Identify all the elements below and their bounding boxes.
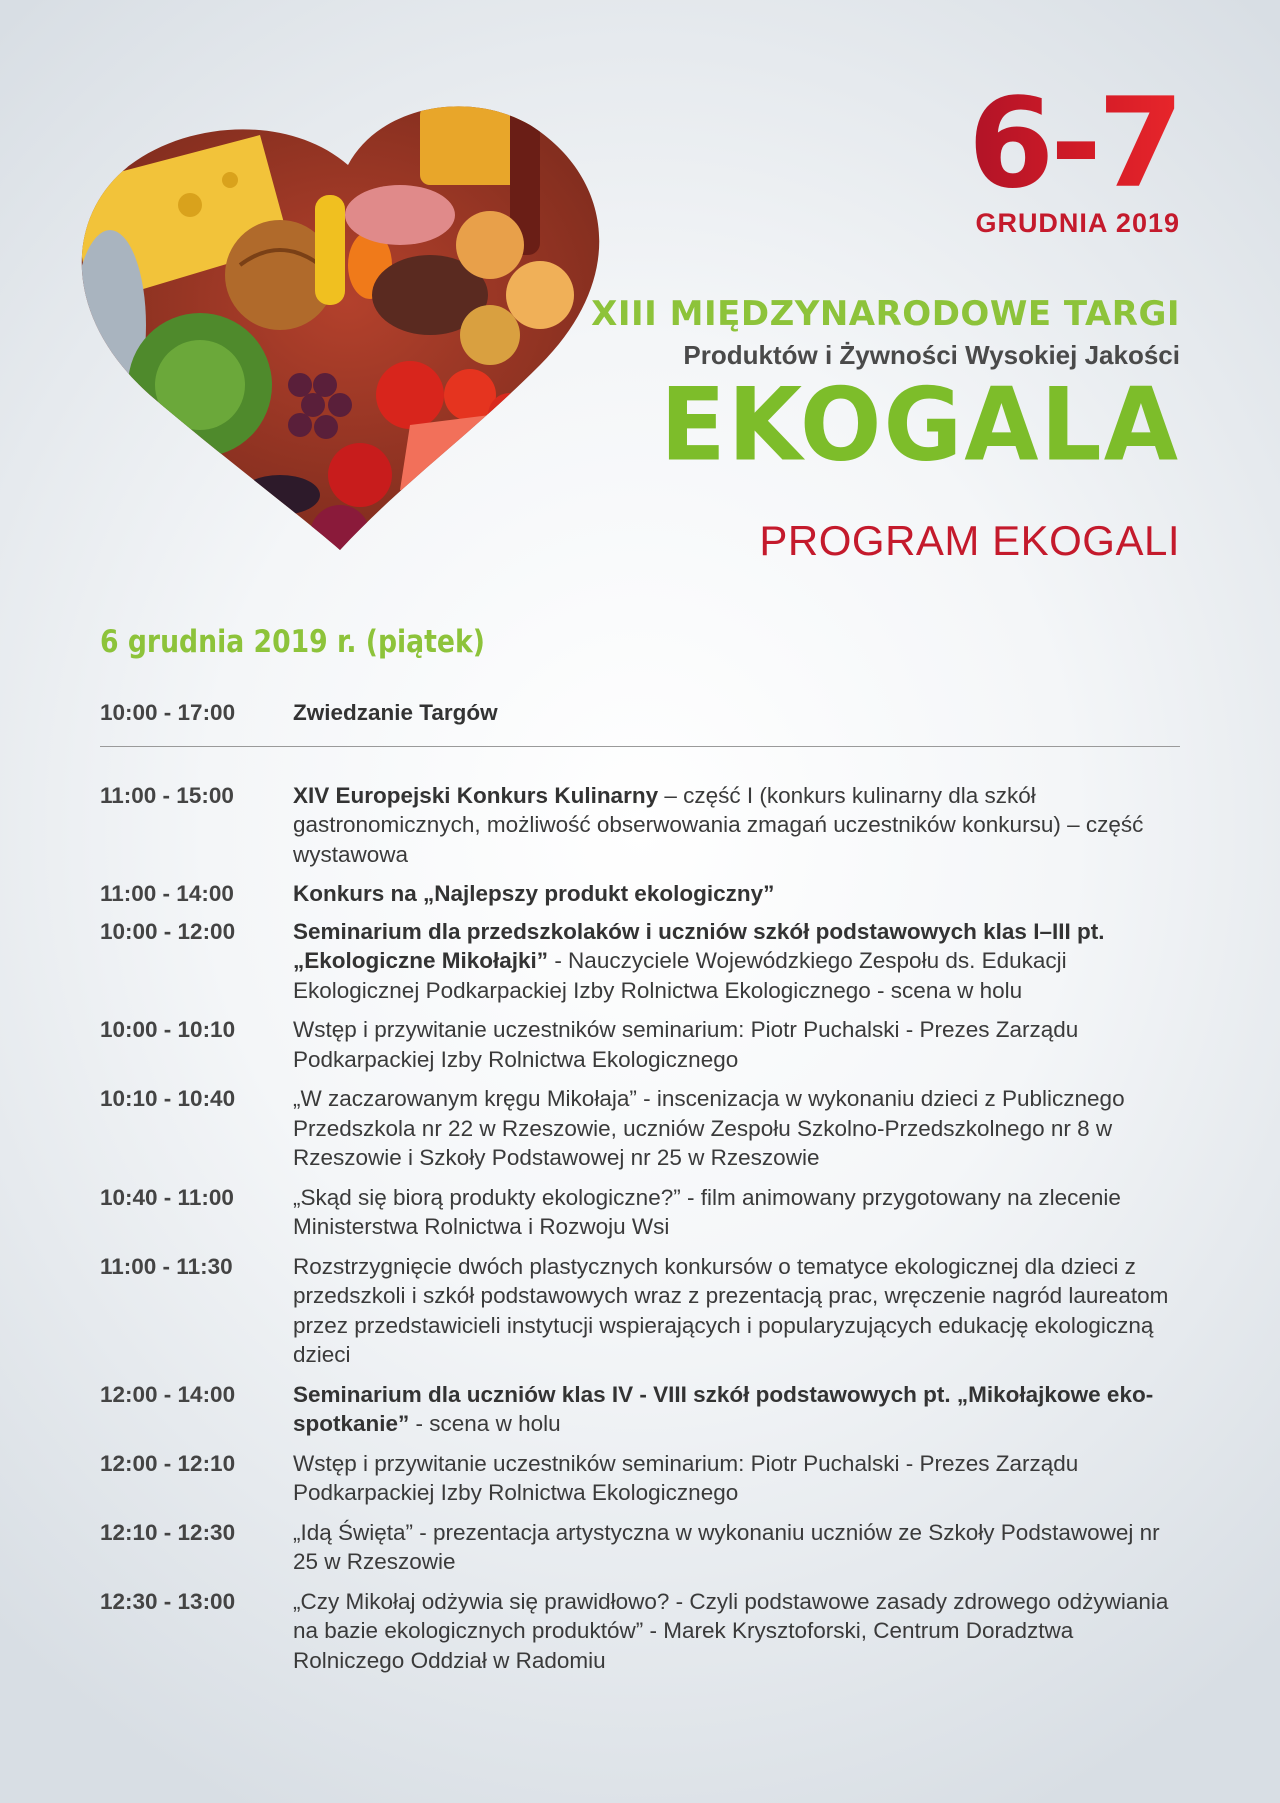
date-range: 6-7 — [967, 72, 1180, 216]
schedule-row — [100, 1380, 1180, 1439]
schedule-description — [293, 1183, 1180, 1242]
schedule-time: 11:00 - 14:00 — [100, 881, 234, 906]
schedule-description — [293, 917, 1180, 1006]
schedule-text: „Skąd się biorą produkty ekologiczne?” - film animowany przygotowany na zlecenie Ministerstwa Rolnictwa i Rozwoju Wsi — [293, 1184, 1121, 1239]
fair-subtitle: Produktów i Żywności Wysokiej Jakości — [683, 340, 1180, 370]
schedule-time: 11:00 - 11:30 — [100, 1253, 233, 1279]
schedule-description — [293, 879, 1180, 909]
date-month: GRUDNIA 2019 — [975, 208, 1180, 238]
schedule-time: 12:10 - 12:30 — [100, 1519, 236, 1545]
schedule-description — [293, 1084, 1180, 1173]
schedule-time: 12:00 - 14:00 — [100, 1381, 236, 1407]
schedule-row — [100, 1183, 1180, 1242]
schedule-row — [100, 1587, 1180, 1676]
schedule-text: Wstęp i przywitanie uczestników seminarium: Piotr Puchalski - Prezes Zarządu Podkarpackiej Izby Rolnictwa Ekologicznego — [293, 1017, 1079, 1072]
fair-title: XIII MIĘDZYNARODOWE TARGI — [591, 294, 1180, 334]
program-title: PROGRAM EKOGALI — [759, 517, 1180, 564]
food-heart-illustration — [70, 95, 625, 555]
event-dates — [967, 72, 1180, 239]
schedule-description — [293, 1252, 1180, 1370]
schedule-time: 10:40 - 11:00 — [100, 1184, 234, 1210]
schedule-row — [100, 879, 1180, 909]
schedule-description — [293, 698, 1180, 728]
schedule-row — [100, 1252, 1180, 1370]
schedule-description — [293, 1518, 1180, 1577]
schedule-time: 11:00 - 15:00 — [100, 782, 234, 808]
schedule-time: 10:00 - 17:00 — [100, 700, 236, 725]
schedule-title: Zwiedzanie Targów — [293, 700, 498, 725]
schedule-text: Rozstrzygnięcie dwóch plastycznych konkursów o tematyce ekologicznej dla dzieci z przedszkoli i szkół podstawowych wraz z prezentacją prac, wręczenie nagród laureatom przez przedstawicieli instytucji wspierających i popularyzujących edukację ekologiczną dzieci — [293, 1253, 1169, 1367]
day-heading: 6 grudnia 2019 r. (piątek) — [100, 624, 485, 660]
schedule-row — [100, 698, 1180, 728]
schedule-title: Konkurs na „Najlepszy produkt ekologiczny” — [293, 881, 775, 906]
schedule-time: 12:00 - 12:10 — [100, 1450, 236, 1476]
schedule-text: – część I (konkurs kulinarny dla szkół gastronomicznych, możliwość obserwowania zmagań uczestników konkursu) – część wystawowa — [293, 782, 1144, 867]
event-header — [591, 294, 1180, 565]
schedule-row — [100, 1518, 1180, 1577]
schedule-row — [100, 1015, 1180, 1074]
schedule-description — [293, 1380, 1180, 1439]
schedule-time: 10:10 - 10:40 — [100, 1086, 236, 1111]
schedule-text: - scena w holu — [409, 1411, 561, 1436]
divider-line — [100, 746, 1180, 747]
schedule-title: XIV Europejski Konkurs Kulinarny — [293, 782, 659, 808]
schedule-description — [293, 1015, 1180, 1074]
schedule-row — [100, 781, 1180, 870]
schedule-description — [293, 1449, 1180, 1508]
schedule-text: „W zaczarowanym kręgu Mikołaja” - inscenizacja w wykonaniu dzieci z Publicznego Przedszkola nr 22 w Rzeszowie, uczniów Zespołu Szkolno-Przedszkolnego nr 8 w Rzeszowie i Szkoły Podstawowej nr 25 w Rzeszowie — [293, 1086, 1125, 1170]
schedule-description — [293, 1587, 1180, 1676]
schedule-text: Wstęp i przywitanie uczestników seminarium: Piotr Puchalski - Prezes Zarządu Podkarpackiej Izby Rolnictwa Ekologicznego — [293, 1450, 1079, 1505]
schedule-text: - Nauczyciele Wojewódzkiego Zespołu ds. Edukacji Ekologicznej Podkarpackiej Izby Rolnictwa Ekologicznego - scena w holu — [293, 948, 1067, 1003]
schedule-row — [100, 917, 1180, 1006]
schedule-row — [100, 1084, 1180, 1173]
schedule-time: 12:30 - 13:00 — [100, 1588, 236, 1614]
schedule-time: 10:00 - 10:10 — [100, 1017, 236, 1042]
schedule-description — [293, 781, 1180, 870]
schedule-text: „Czy Mikołaj odżywia się prawidłowo? - Czyli podstawowe zasady zdrowego odżywiania na bazie ekologicznych produktów” - Marek Krysztoforski, Centrum Doradztwa Rolniczego Oddział w Radomiu — [293, 1588, 1169, 1673]
brand-logo-text: EKOGALA — [660, 366, 1180, 484]
schedule-row — [100, 1449, 1180, 1508]
schedule-list — [100, 698, 1180, 1675]
schedule-text: „Idą Święta” - prezentacja artystyczna w wykonaniu uczniów ze Szkoły Podstawowej nr 25 w Rzeszowie — [293, 1519, 1160, 1574]
schedule-title: Seminarium dla przedszkolaków i uczniów szkół podstawowych klas I–III pt. „Ekologiczne Mikołajki” — [293, 918, 1105, 973]
schedule-time: 10:00 - 12:00 — [100, 918, 236, 944]
schedule-title: Seminarium dla uczniów klas IV - VIII szkół podstawowych pt. „Mikołajkowe eko-spotkanie” — [293, 1381, 1154, 1436]
